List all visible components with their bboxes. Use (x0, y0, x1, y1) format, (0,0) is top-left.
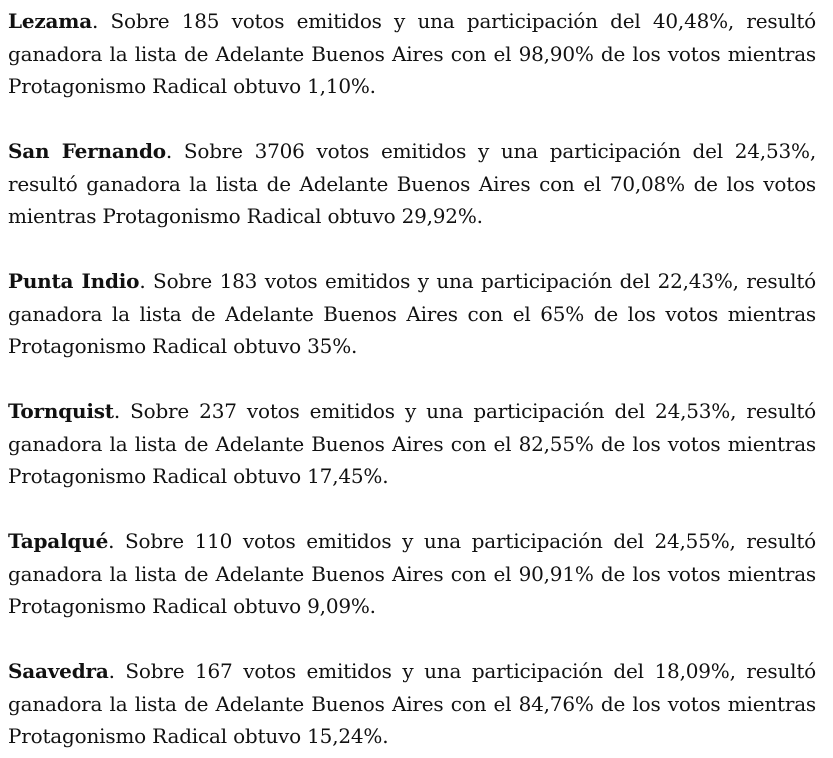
place-name: Punta Indio (8, 269, 140, 293)
place-name: Tapalqué (8, 529, 109, 553)
place-name: Saavedra (8, 659, 109, 683)
result-paragraph-san-fernando (8, 135, 816, 233)
result-text: . Sobre 183 votos emitidos y una participación del 22,43%, resultó ganadora la lista de Adelante Buenos Aires con el 65% de los votos mientras Protagonismo Radical obtuvo 35%. (8, 269, 817, 358)
result-text: . Sobre 237 votos emitidos y una participación del 24,53%, resultó ganadora la lista de Adelante Buenos Aires con el 82,55% de los votos mientras Protagonismo Radical obtuvo 17,45%. (8, 399, 816, 488)
result-paragraph-tapalque (8, 525, 816, 623)
result-text: . Sobre 110 votos emitidos y una participación del 24,55%, resultó ganadora la lista de Adelante Buenos Aires con el 90,91% de los votos mientras Protagonismo Radical obtuvo 9,09%. (8, 529, 816, 618)
place-name: San Fernando (8, 139, 166, 163)
result-paragraph-lezama (8, 5, 816, 103)
result-paragraph-tornquist (8, 395, 816, 493)
place-name: Lezama (8, 9, 93, 33)
result-paragraph-punta-indio (8, 265, 816, 363)
result-text: . Sobre 185 votos emitidos y una participación del 40,48%, resultó ganadora la lista de Adelante Buenos Aires con el 98,90% de los votos mientras Protagonismo Radical obtuvo 1,10%. (8, 9, 816, 98)
result-paragraph-saavedra (8, 655, 816, 753)
result-text: . Sobre 167 votos emitidos y una participación del 18,09%, resultó ganadora la lista de Adelante Buenos Aires con el 84,76% de los votos mientras Protagonismo Radical obtuvo 15,24%. (8, 659, 816, 748)
result-text: . Sobre 3706 votos emitidos y una participación del 24,53%, resultó ganadora la lista de Adelante Buenos Aires con el 70,08% de los votos mientras Protagonismo Radical obtuvo 29,92%. (8, 139, 816, 228)
place-name: Tornquist (8, 399, 114, 423)
